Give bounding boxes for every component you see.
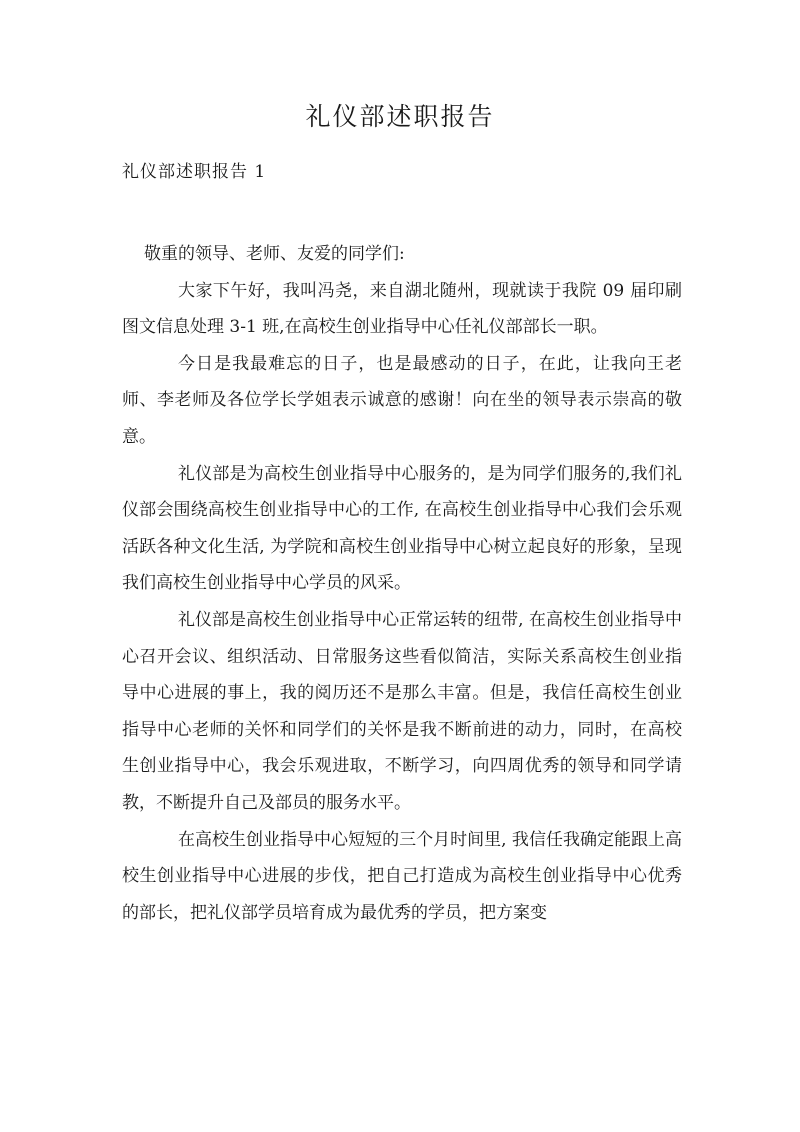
paragraph-thanks: 今日是我最难忘的日子，也是最感动的日子，在此，让我向王老师、李老师及各位学长学姐表示诚意的感谢！向在坐的领导表示崇高的敬意。: [122, 353, 682, 447]
document-body: [122, 236, 682, 931]
document-subtitle: 礼仪部述职报告 1: [122, 162, 267, 182]
document-title: 礼仪部述职报告: [305, 102, 495, 131]
paragraph-introduction: 大家下午好，我叫冯尧，来自湖北随州，现就读于我院 09 届印刷图文信息处理 3-1 班,在高校生创业指导中心任礼仪部部长一职。: [122, 280, 682, 338]
salutation: 敬重的领导、老师、友爱的同学们:: [144, 244, 405, 264]
paragraph-department-role: 礼仪部是为高校生创业指导中心服务的，是为同学们服务的,我们礼仪部会围绕高校生创业指导中心的工作, 在高校生创业指导中心我们会乐观活跃各种文化生活, 为学院和高校生创业指导中心树立起良好的形象，呈现我们高校生创业指导中心学员的风采。: [122, 463, 682, 594]
paragraph-goals: 在高校生创业指导中心短短的三个月时间里, 我信任我确定能跟上高校生创业指导中心进展的步伐，把自己打造成为高校生创业指导中心优秀的部长，把礼仪部学员培育成为最优秀的学员，把方案变: [122, 829, 682, 923]
paragraph-department-link: 礼仪部是高校生创业指导中心正常运转的纽带, 在高校生创业指导中心召开会议、组织活动、日常服务这些看似简洁，实际关系高校生创业指导中心进展的事上，我的阅历还不是那么丰富。但是，我信任高校生创业指导中心老师的关怀和同学们的关怀是我不断前进的动力，同时，在高校生创业指导中心，我会乐观进取，不断学习，向四周优秀的领导和同学请教，不断提升自己及部员的服务水平。: [122, 609, 682, 813]
